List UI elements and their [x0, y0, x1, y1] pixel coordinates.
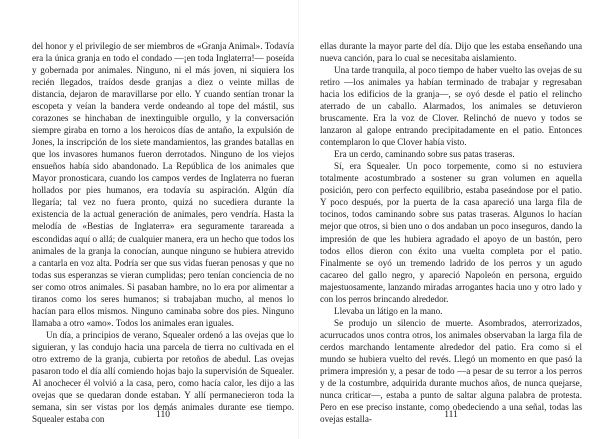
right-page-text [320, 40, 582, 425]
left-page-number: 110 [156, 410, 170, 420]
left-page-text [32, 40, 294, 425]
right-paragraph-1: ellas durante la mayor parte del día. Dijo que les estaba enseñando una nueva canción, para lo cual se necesitaba aislamiento. [320, 41, 582, 64]
right-paragraph-5: Llevaba un látigo en la mano. [334, 305, 443, 316]
right-page [320, 0, 582, 439]
right-paragraph-4: Sí, era Squealer. Un poco torpemente, como si no estuviera totalmente acostumbrado a sostener su gran volumen en aquella posición, pero con perfecto equilibrio, estaba paseándose por el patio. Y poco después, por la puerta de la casa apareció una larga fila de tocinos, todos caminando sobre sus patas traseras. Algunos lo hacían mejor que otros, si bien uno o dos andaban un poco inseguros, dando la impresión de que les hubiera agradado el apoyo de un bastón, pero todos ellos dieron con éxito una vuelta completa por el patio. Finalmente se oyó un tremendo ladrido de los perros y un agudo cacareo del gallo negro, y apareció Napoleón en persona, erguido majestuosamente, lanzando miradas arrogantes hacia uno y otro lado y con los perros brincando alrededor. [320, 161, 582, 304]
right-paragraph-3: Era un cerdo, caminando sobre sus patas traseras. [334, 149, 515, 160]
left-paragraph-1: del honor y el privilegio de ser miembros de «Granja Animal». Todavía era la única granja en todo el condado —¡en toda Inglaterra!— poseída y gobernada por animales. Ninguno, ni el más joven, ni siquiera los recién llegados, traídos desde granjas a diez o veinte millas de distancia, dejaron de maravillarse por ello. Y cuando sentían tronar la escopeta y veían la bandera verde ondeando al tope del mástil, sus corazones se hinchaban de inextinguible orgullo, y la conversación siempre giraba en torno a los heroicos días de antaño, la expulsión de Jones, la inscripción de los siete mandamientos, las grandes batallas en que los invasores humanos fueron derrotados. Ninguno de los viejos ensueños había sido abandonado. La República de los animales que Mayor pronosticara, cuando los campos verdes de Inglaterra no fueran hollados por pies humanos, era todavía su aspiración. Algún día llegaría; tal vez no fuera pronto, quizá no sucediera durante la existencia de la actual generación de animales, pero vendría. Hasta la melodía de «Bestias de Inglaterra» era seguramente tarareada a escondidas aquí o allá; de cualquier manera, era un hecho que todos los animales de la granja la conocían, aunque ninguno se hubiera atrevido a cantarla en voz alta. Podría ser que sus vidas fueran penosas y que no todas sus esperanzas se vieran cumplidas; pero tenían conciencia de no ser como otros animales. Si pasaban hambre, no lo era por alimentar a tiranos como los seres humanos; si trabajaban mucho, al menos lo hacían para ellos mismos. Ninguno caminaba sobre dos pies. Ninguno llamaba a otro «amo». Todos los animales eran iguales. [32, 41, 294, 328]
left-page [32, 0, 294, 439]
right-paragraph-2: Una tarde tranquila, al poco tiempo de haber vuelto las ovejas de su retiro —los animales ya habían terminado de trabajar y regresaban hacia los edificios de la granja—, se oyó desde el patio el relincho aterrado de un caballo. Alarmados, los animales se detuvieron bruscamente. Era la voz de Clover. Relinchó de nuevo y todos se lanzaron al galope entrando precipitadamente en el patio. Entonces contemplaron lo que Clover había visto. [320, 65, 582, 148]
right-paragraph-6: Se produjo un silencio de muerte. Asombrados, aterrorizados, acurrucados unos contra otros, los animales observaban la larga fila de cerdos marchando lentamente alrededor del patio. Era como si el mundo se hubiera vuelto del revés. Llegó un momento en que pasó la primera impresión y, a pesar de todo —a pesar de su terror a los perros y de la costumbre, adquirida durante muchos años, de nunca quejarse, nunca criticar—, estaba a punto de saltar alguna palabra de protesta. Pero en ese preciso instante, como obedeciendo a una señal, todas las ovejas estalla- [320, 317, 582, 424]
right-page-number: 111 [444, 410, 458, 420]
left-paragraph-2: Un día, a principios de verano, Squealer ordenó a las ovejas que lo siguieran, y las condujo hacia una parcela de tierra no cultivada en el otro extremo de la granja, cubierta por retoños de abedul. Las ovejas pasaron todo el día allí comiendo hojas bajo la supervisión de Squealer. Al anochecer él volvió a la casa, pero, como hacía calor, les dijo a las ovejas que se quedaran donde estaban. Y allí permanecieron toda la semana, sin ser vistas por los demás animales durante ese tiempo. Squealer estaba con [32, 329, 294, 424]
gutter-divider [298, 0, 299, 439]
